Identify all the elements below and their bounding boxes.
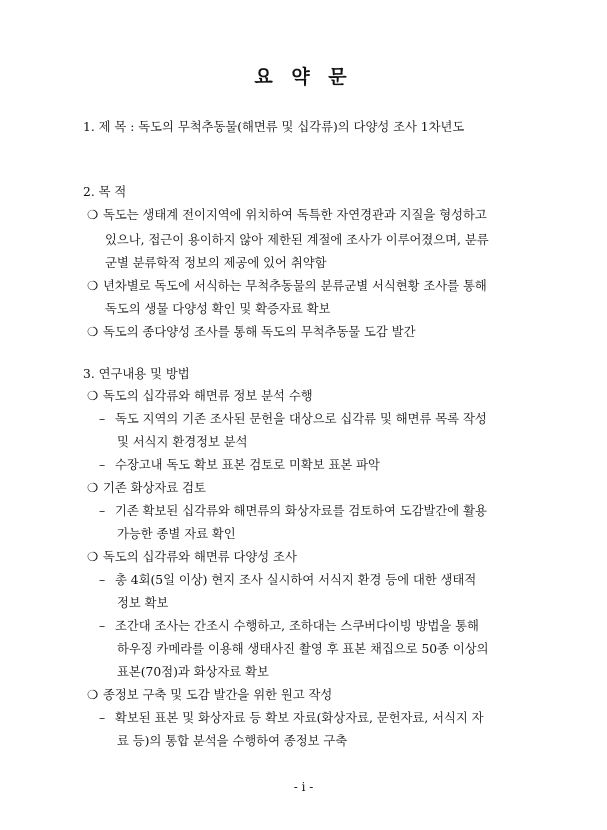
dash-continuation: 료 등)의 통합 분석을 수행하여 종정보 구축 [117, 734, 348, 748]
dash-continuation: 및 서식지 환경정보 분석 [117, 435, 248, 449]
circle-bullet-icon: ❍ [87, 325, 99, 339]
section-heading: 2. 목 적 [83, 185, 127, 199]
dash-bullet-icon: – [99, 412, 106, 426]
page-number: - i - [293, 780, 314, 794]
bullet-item: ❍ 년차별로 독도에 서식하는 무척추동물의 분류군별 서식현황 조사를 통해 [87, 276, 487, 296]
circle-bullet-icon: ❍ [87, 279, 99, 293]
circle-bullet-icon: ❍ [87, 208, 99, 222]
circle-bullet-icon: ❍ [87, 688, 99, 702]
circle-bullet-icon: ❍ [87, 550, 99, 564]
bullet-item: ❍ 독도의 종다양성 조사를 통해 독도의 무척추동물 도감 발간 [87, 322, 415, 342]
dash-continuation: 정보 확보 [117, 596, 169, 610]
dash-item: – 총 4회(5일 이상) 현지 조사 실시하여 서식지 환경 등에 대한 생태적 [99, 570, 476, 590]
bullet-item: ❍ 기존 화상자료 검토 [87, 478, 206, 498]
dash-bullet-icon: – [99, 458, 106, 472]
dash-item: – 수장고내 독도 확보 표본 검토로 미확보 표본 파악 [99, 455, 380, 475]
circle-bullet-icon: ❍ [87, 389, 99, 403]
page-title: 요 약 문 [254, 66, 353, 88]
dash-continuation: 하우징 카메라를 이용해 생태사진 촬영 후 표본 채집으로 50종 이상의 [117, 642, 489, 656]
dash-bullet-icon: – [99, 504, 106, 518]
section-heading: 3. 연구내용 및 방법 [83, 367, 190, 381]
dash-item: – 조간대 조사는 간조시 수행하고, 조하대는 스쿠버다이빙 방법을 통해 [99, 616, 479, 636]
bullet-continuation: 있으나, 접근이 용이하지 않아 제한된 계절에 조사가 이루어졌으며, 분류 [105, 233, 489, 247]
bullet-continuation: 군별 분류학적 정보의 제공에 있어 취약함 [105, 256, 327, 270]
dash-item: – 확보된 표본 및 화상자료 등 확보 자료(화상자료, 문헌자료, 서식지 자 [99, 708, 484, 728]
bullet-item: ❍ 독도는 생태계 전이지역에 위치하여 독특한 자연경관과 지질을 형성하고 [87, 205, 487, 225]
dash-item: – 기존 확보된 십각류와 해면류의 화상자료를 검토하여 도감발간에 활용 [99, 501, 487, 521]
bullet-item: ❍ 독도의 십각류와 해면류 정보 분석 수행 [87, 386, 313, 406]
dash-continuation: 가능한 종별 자료 확인 [117, 527, 236, 541]
dash-continuation: 표본(70점)과 화상자료 확보 [117, 665, 269, 679]
dash-bullet-icon: – [99, 711, 106, 725]
bullet-item: ❍ 종정보 구축 및 도감 발간을 위한 원고 작성 [87, 685, 332, 705]
bullet-item: ❍ 독도의 십각류와 해면류 다양성 조사 [87, 547, 297, 567]
circle-bullet-icon: ❍ [87, 481, 99, 495]
bullet-continuation: 독도의 생물 다양성 확인 및 확증자료 확보 [105, 302, 331, 316]
dash-bullet-icon: – [99, 573, 106, 587]
dash-bullet-icon: – [99, 619, 106, 633]
section-title: 1. 제 목 : 독도의 무척추동물(해면류 및 십각류)의 다양성 조사 1차년도 [83, 120, 465, 134]
dash-item: – 독도 지역의 기존 조사된 문헌을 대상으로 십각류 및 해면류 목록 작성 [99, 409, 487, 429]
